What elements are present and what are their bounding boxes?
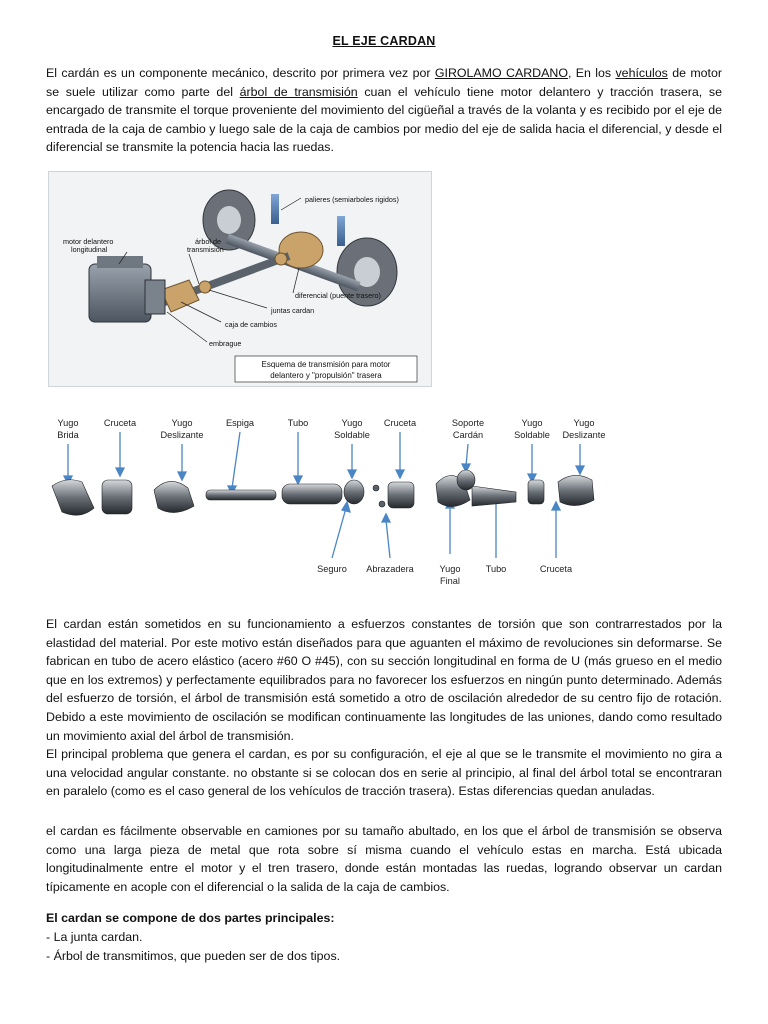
transmission-scheme-illustration — [49, 172, 431, 386]
parts-list — [46, 928, 722, 965]
driveshaft-parts-figure — [46, 408, 626, 590]
caption-line1: Esquema de transmisión para motor — [261, 360, 391, 369]
label-arbol-line2: transmisión — [187, 245, 224, 254]
transmission-scheme-figure — [48, 171, 432, 387]
part-label-abrazadera: Abrazadera — [366, 564, 414, 574]
part-label-yugo-final-1: Yugo — [439, 564, 461, 574]
part-label-espiga: Espiga — [225, 418, 255, 428]
part-label-soporte-cardan-2: Cardán — [452, 430, 484, 440]
part-label-yugo-deslizante-1: Yugo — [171, 418, 193, 428]
label-palieres: palieres (semiarboles rigidos) — [305, 195, 399, 204]
part-label-yugo-deslizante-2b: Deslizante — [562, 430, 606, 440]
arbol-transmision-link[interactable]: árbol de transmisión — [239, 84, 358, 99]
part-label-seguro: Seguro — [317, 564, 347, 574]
intro-text-2: , En los — [567, 66, 616, 80]
intro-text-3: de motor se suele utilizar como parte del — [46, 66, 723, 99]
part-label-yugo-deslizante-2: Deslizante — [160, 430, 204, 440]
driveshaft-exploded-illustration — [46, 408, 626, 590]
label-embrague: embrague — [209, 339, 242, 348]
label-motor-line2: longitudinal — [71, 245, 108, 254]
label-motor-line1: motor delantero — [63, 237, 114, 246]
label-arbol-line1: árbol de — [195, 237, 221, 246]
intro-text-4: cuan el vehículo tiene motor delantero y tracción trasera, se encargado de transmite el torque proveniente del movimiento del cigüeñal a través de la volanta y es recibido por el eje de entrada de la caja de cambio y luego sale de la caja de cambios por medio del eje de salida hacia el diferencial, y desde el diferencial se transmite la potencia hacia las ruedas. — [46, 84, 722, 155]
part-label-tubo-bottom: Tubo — [485, 564, 507, 574]
part-label-cruceta-2: Cruceta — [383, 418, 417, 428]
part-label-soporte-cardan-1: Soporte — [451, 418, 485, 428]
part-label-yugo-brida-1: Yugo — [57, 418, 79, 428]
part-label-tubo-top: Tubo — [287, 418, 309, 428]
part-label-yugo-deslizante-2a: Yugo — [573, 418, 595, 428]
list-item: - Árbol de transmitimos, que pueden ser de dos tipos. — [46, 948, 341, 963]
parts-heading: El cardan se compone de dos partes principales: — [46, 911, 335, 925]
trucks-paragraph: el cardan es fácilmente observable en camiones por su tamaño abultado, en los que el árbol de transmisión se observa como una larga pieza de metal que rota sobre sí misma cuando el vehículo estas en marcha. Está ubicada longitudinalmente entre el motor y el tren trasero, donde están montadas las ruedas, logrando observar un cardan típicamente en acople con el diferencial o la salida de la caja de cambios. — [46, 824, 722, 894]
intro-paragraph — [46, 64, 722, 157]
part-label-yugo-final-2: Final — [440, 576, 460, 586]
label-diferencial: diferencial (puente trasero) — [295, 291, 381, 300]
vehiculos-link[interactable]: vehículos — [615, 66, 668, 80]
list-item: - La junta cardan. — [46, 930, 143, 944]
problem-paragraph: El principal problema que genera el cardan, es por su configuración, el eje al que se le transmite el movimiento no gira a una velocidad angular constante. no obstante si se colocan dos en serie al principio, al final del árbol total se encontraran en paralelo (como es el caso general de los vehículos de tracción trasera). Estas diferencias quedan anuladas. — [46, 747, 722, 799]
torsion-paragraph: El cardan están sometidos en su funcionamiento a esfuerzos constantes de torsión que son contrarrestados por la elastidad del material. Por este motivo están diseñados para que aguanten el máximo de revoluciones sin deformarse. Se fabrican en tubo de acero elástico (acero #60 O #45), con su sección longitudinal en forma de U (más grueso en el medio que en los extremos) y perfectamente equilibrados para no favorecer los esfuerzos en ningún punto determinado. Además del esfuerzo de torsión, el árbol de transmisión está sometido a otro de oscilación alrededor de su centro fijo de rotación. Debido a este movimiento de oscilación se modifican continuamente las longitudes de las uniones, dando como resultado un movimiento axial del árbol de transmisión. — [46, 617, 722, 743]
intro-text-1: El cardán es un componente mecánico, descrito por primera vez por — [46, 66, 435, 80]
document-title: EL EJE CARDAN — [332, 34, 436, 48]
part-label-yugo-soldable-1b: Soldable — [334, 430, 370, 440]
girolamo-cardano-link[interactable]: GIROLAMO CARDANO — [434, 66, 568, 80]
part-label-cruceta-bottom: Cruceta — [539, 564, 573, 574]
part-label-yugo-soldable-2b: Soldable — [514, 430, 550, 440]
label-juntas-cardan: juntas cardan — [271, 306, 315, 315]
label-caja-cambios: caja de cambios — [225, 320, 277, 329]
part-label-yugo-brida-2: Brida — [57, 430, 79, 440]
part-label-yugo-soldable-2a: Yugo — [521, 418, 543, 428]
caption-line2: delantero y "propulsión" trasera — [270, 371, 382, 380]
part-label-cruceta-1: Cruceta — [103, 418, 137, 428]
part-label-yugo-soldable-1a: Yugo — [341, 418, 363, 428]
